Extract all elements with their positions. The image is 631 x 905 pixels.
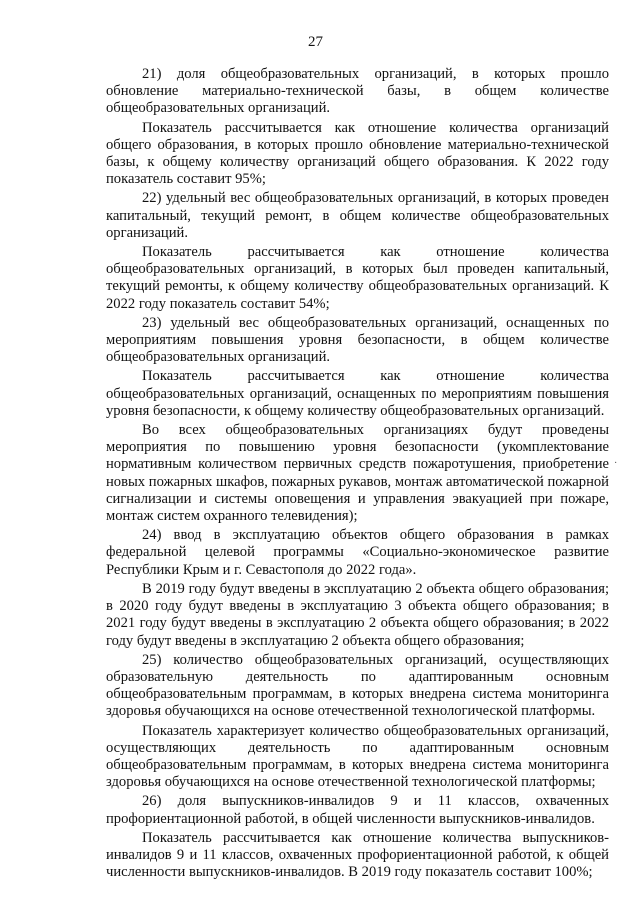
paragraph-commissioning-schedule: В 2019 году будут введены в эксплуатацию 2 объекта общего образования; в 2020 году будут введены в эксплуатацию 3 объекта общего образования; в 2021 году будут введены в эксплуатацию 2 объекта общего образования; в 2022 году будут введены в эксплуатацию 2 объекта общего образования; bbox=[106, 580, 609, 649]
paragraph-item-25: 25) количество общеобразовательных организаций, осуществляющих образовательную деятельность по адаптированным основным общеобразовательным программам, в которых внедрена система мониторинга здоровья обучающихся на основе отечественной технологической платформы. bbox=[106, 651, 609, 720]
paragraph-indicator-25: Показатель характеризует количество общеобразовательных организаций, осуществляющих деятельность по адаптированным основным общеобразовательным программам, в которых внедрена система мониторинга здоровья обучающихся на основе отечественной технологической платформы; bbox=[106, 722, 609, 791]
paragraph-item-21: 21) доля общеобразовательных организаций, в которых прошло обновление материально-технической базы, в общем количестве общеобразовательных организаций. bbox=[106, 66, 609, 117]
paragraph-item-26: 26) доля выпускников-инвалидов 9 и 11 классов, охваченных профориентационной работой, в общей численности выпускников-инвалидов. bbox=[106, 793, 609, 827]
document-body bbox=[106, 66, 609, 883]
paragraph-indicator-23: Показатель рассчитывается как отношение количества общеобразовательных организаций, оснащенных по мероприятиям повышения уровня безопасности, к общему количеству общеобразовательных организаций. bbox=[106, 368, 609, 419]
paragraph-item-24: 24) ввод в эксплуатацию объектов общего образования в рамках федеральной целевой программы «Социально-экономическое развитие Республики Крым и г. Севастополя до 2022 года». bbox=[106, 527, 609, 578]
paragraph-item-22: 22) удельный вес общеобразовательных организаций, в которых проведен капитальный, текущий ремонт, в общем количестве общеобразовательных организаций. bbox=[106, 190, 609, 241]
page-number: 27 bbox=[308, 34, 323, 50]
paragraph-safety-measures: Во всех общеобразовательных организациях будут проведены мероприятия по повышению уровня безопасности (укомплектование нормативным количеством первичных средств пожаротушения, приобретение новых пожарных шкафов, пожарных рукавов, монтаж автоматической пожарной сигнализации и системы оповещения и управления эвакуацией при пожаре, монтаж систем охранного телевидения); bbox=[106, 422, 609, 525]
paragraph-indicator-26: Показатель рассчитывается как отношение количества выпускников-инвалидов 9 и 11 классов, охваченных профориентационной работой, к общей численности выпускников-инвалидов. В 2019 году показатель составит 100%; bbox=[106, 829, 609, 881]
paragraph-item-23: 23) удельный вес общеобразовательных организаций, оснащенных по мероприятиям повышения уровня безопасности, в общем количестве общеобразовательных организаций. bbox=[106, 314, 609, 366]
paragraph-indicator-21: Показатель рассчитывается как отношение количества организаций общего образования, в которых прошло обновление материально-технической базы, к общему количеству организаций общего образования. К 2022 году показатель составит 95%; bbox=[106, 119, 609, 188]
margin-mark: · bbox=[614, 458, 618, 469]
paragraph-indicator-22: Показатель рассчитывается как отношение количества общеобразовательных организаций, в которых был проведен капитальный, текущий ремонты, к общему количеству общеобразовательных организаций. К 2022 году показатель составит 54%; bbox=[106, 244, 609, 312]
